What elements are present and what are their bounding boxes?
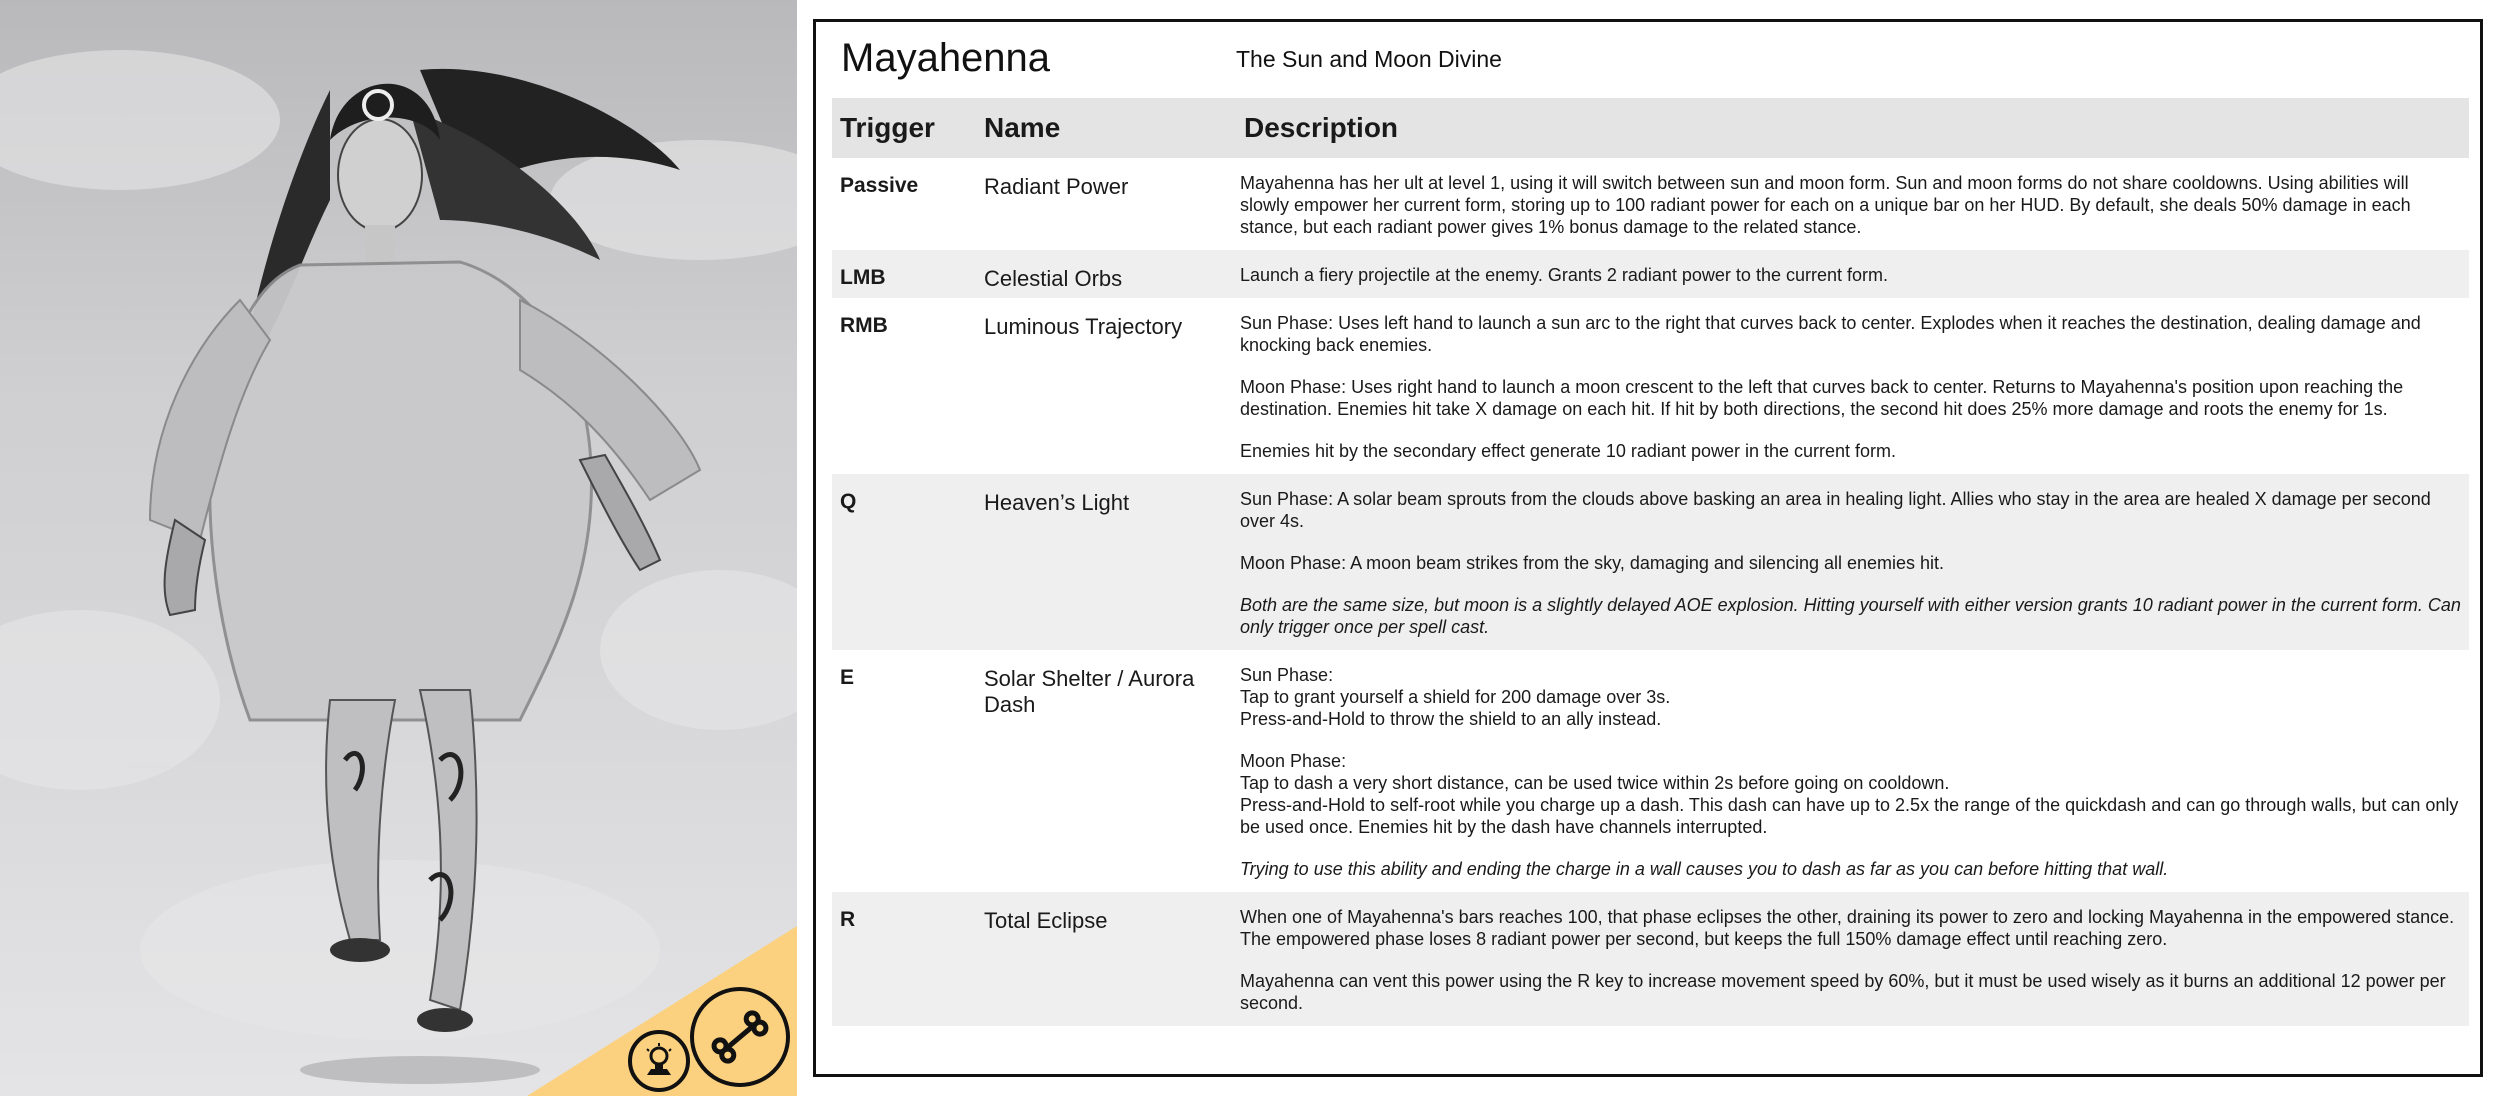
description-line: Moon Phase: Uses right hand to launch a moon crescent to the left that curves back to center. Returns to Mayahenna's position upon reaching the destination. Enemies hit take X damage on each hit. If hit by both directions, the second hit does 25% more damage and roots the enemy for 1s. bbox=[1240, 377, 2404, 419]
description-paragraph bbox=[1240, 264, 2461, 286]
ability-name: Total Eclipse bbox=[976, 892, 1236, 1026]
description-line: Sun Phase: bbox=[1240, 665, 1334, 685]
ability-trigger: Passive bbox=[840, 174, 919, 197]
ability-description bbox=[1236, 298, 2469, 474]
description-paragraph bbox=[1240, 172, 2461, 238]
ability-trigger: LMB bbox=[832, 250, 976, 298]
ability-trigger: R bbox=[832, 892, 976, 1026]
abilities-table bbox=[832, 98, 2469, 1026]
ability-description bbox=[1236, 474, 2469, 650]
description-paragraph bbox=[1240, 376, 2461, 420]
description-line: Mayahenna can vent this power using the R key to increase movement speed by 60%, but it must be used wisely as it burns an additional 12 power per second. bbox=[1240, 971, 2446, 1013]
ability-description bbox=[1236, 158, 2469, 250]
description-paragraph bbox=[1240, 488, 2461, 532]
description-line: Moon Phase: bbox=[1240, 751, 1347, 771]
description-line: Sun Phase: A solar beam sprouts from the clouds above basking an area in healing light. Allies who stay in the area are healed X damage per second over 4s. bbox=[1240, 489, 2431, 531]
description-paragraph bbox=[1240, 664, 2461, 730]
description-paragraph bbox=[1240, 970, 2461, 1014]
description-paragraph bbox=[1240, 312, 2461, 356]
description-paragraph bbox=[1240, 858, 2461, 880]
description-line: Press-and-Hold to self-root while you charge up a dash. This dash can have up to 2.5x the range of the quickdash and can go through walls, but can only be used once. Enemies hit by the dash have channels interrupted. bbox=[1240, 795, 2459, 837]
ability-name: Heaven’s Light bbox=[976, 474, 1236, 650]
description-line: Trying to use this ability and ending the charge in a wall causes you to dash as far as you can before hitting that wall. bbox=[1240, 859, 2169, 879]
description-line: Both are the same size, but moon is a slightly delayed AOE explosion. Hitting yourself with either version grants 10 radiant power in the current form. Can only trigger once per spell cast. bbox=[1240, 595, 2461, 637]
table-row bbox=[832, 474, 2469, 650]
ability-trigger: E bbox=[840, 666, 855, 689]
header-trigger: Trigger bbox=[832, 98, 976, 158]
description-line: Sun Phase: Uses left hand to launch a sun arc to the right that curves back to center. Explodes when it reaches the destination, dealing damage and knocking back enemies. bbox=[1240, 313, 2421, 355]
header-name: Name bbox=[976, 98, 1236, 158]
ability-trigger: Q bbox=[832, 474, 976, 650]
ability-description bbox=[1236, 250, 2469, 298]
description-line: Tap to dash a very short distance, can be used twice within 2s before going on cooldown. bbox=[1240, 773, 1950, 793]
hero-title: The Sun and Moon Divine bbox=[1236, 46, 1502, 72]
hero-artwork bbox=[0, 0, 797, 1096]
description-line: Press-and-Hold to throw the shield to an ally instead. bbox=[1240, 709, 1662, 729]
header-description: Description bbox=[1236, 98, 2469, 158]
description-paragraph bbox=[1240, 906, 2461, 950]
description-paragraph bbox=[1240, 594, 2461, 638]
table-row bbox=[832, 892, 2469, 1026]
ability-description bbox=[1236, 892, 2469, 1026]
abilities-body bbox=[832, 158, 2469, 1026]
description-paragraph bbox=[1240, 440, 2461, 462]
table-header-row bbox=[832, 98, 2469, 158]
description-line: When one of Mayahenna's bars reaches 100, that phase eclipses the other, draining its power to zero and locking Mayahenna in the empowered stance. The empowered phase loses 8 radiant power per second, but keeps the full 150% damage effect until reaching zero. bbox=[1240, 907, 2455, 949]
description-line: Mayahenna has her ult at level 1, using it will switch between sun and moon form. Sun and moon forms do not share cooldowns. Using abilities will slowly empower her current form, storing up to 100 radiant power for each on a unique bar on her HUD. By default, she deals 50% damage in each stance, but each radiant power gives 1% bonus damage to the related stance. bbox=[1240, 173, 2411, 237]
table-row bbox=[832, 298, 2469, 474]
ability-trigger: RMB bbox=[840, 314, 888, 337]
lightbulb-hand-icon bbox=[628, 1030, 690, 1092]
description-line: Enemies hit by the secondary effect generate 10 radiant power in the current form. bbox=[1240, 441, 1897, 461]
description-paragraph bbox=[1240, 750, 2461, 838]
description-line: Moon Phase: A moon beam strikes from the sky, damaging and silencing all enemies hit. bbox=[1240, 553, 1945, 573]
table-row bbox=[832, 650, 2469, 892]
description-line: Launch a fiery projectile at the enemy. Grants 2 radiant power to the current form. bbox=[1240, 265, 1888, 285]
table-row bbox=[832, 250, 2469, 298]
table-row bbox=[832, 158, 2469, 250]
bone-icon bbox=[690, 987, 790, 1087]
ability-name: Solar Shelter / Aurora Dash bbox=[984, 666, 1195, 717]
ability-name: Celestial Orbs bbox=[976, 250, 1236, 298]
ability-card bbox=[813, 19, 2483, 1077]
ability-name: Radiant Power bbox=[984, 174, 1129, 199]
description-paragraph bbox=[1240, 552, 2461, 574]
ability-name: Luminous Trajectory bbox=[984, 314, 1183, 339]
description-line: Tap to grant yourself a shield for 200 damage over 3s. bbox=[1240, 687, 1671, 707]
hero-name: Mayahenna bbox=[841, 36, 1051, 80]
ability-description bbox=[1236, 650, 2469, 892]
